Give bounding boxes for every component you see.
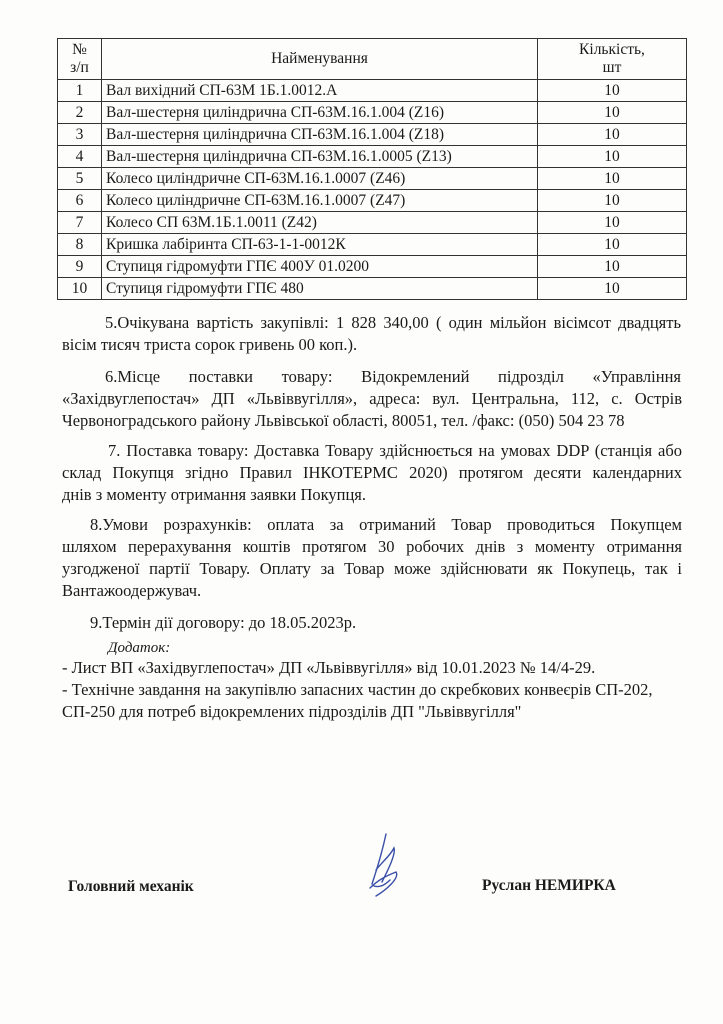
appendix-item-2-line1: - Технічне завдання на закупівлю запасних частин до скребкових конвеєрів СП-202, [62, 680, 653, 699]
row-name: Ступиця гідромуфти ГПЄ 480 [102, 278, 538, 300]
row-number: 2 [58, 102, 102, 124]
table-row [58, 190, 687, 212]
handwritten-signature-icon [356, 826, 416, 904]
header-quantity-line1: Кількість, [579, 41, 645, 58]
row-name: Вал-шестерня циліндрична СП-63М.16.1.0005 (Z13) [102, 146, 538, 168]
header-number-line1: № [72, 41, 87, 58]
header-quantity-line2: шт [602, 59, 622, 76]
table-row [58, 168, 687, 190]
table-row [58, 256, 687, 278]
section-5-line1: 5.Очікувана вартість закупівлі: 1 828 340,00 ( один мільйон вісімсот двадцять [105, 313, 681, 332]
row-quantity: 10 [538, 234, 687, 256]
table-header-row [58, 39, 687, 80]
row-name: Ступиця гідромуфти ГПЄ 400У 01.0200 [102, 256, 538, 278]
row-number: 4 [58, 146, 102, 168]
row-number: 5 [58, 168, 102, 190]
header-quantity [538, 39, 687, 80]
row-name: Кришка лабіринта СП-63-1-1-0012К [102, 234, 538, 256]
table-row [58, 80, 687, 102]
section-6-line2: «Західвуглепостач» ДП «Львіввугілля», адреса: вул. Центральна, 112, с. Острів [62, 389, 682, 408]
section-7-line3: днів з моменту отримання заявки Покупця. [62, 485, 367, 504]
row-quantity: 10 [538, 256, 687, 278]
row-quantity: 10 [538, 278, 687, 300]
section-6-line1: 6.Місце поставки товару: Відокремлений підрозділ «Управління [105, 367, 681, 386]
row-number: 1 [58, 80, 102, 102]
section-8-line3: узгодженої партії Товару. Оплату за Товар може здійснювати як Покупець, так і [62, 559, 682, 578]
row-name: Колесо циліндричне СП-63М.16.1.0007 (Z47) [102, 190, 538, 212]
row-number: 6 [58, 190, 102, 212]
header-number [58, 39, 102, 80]
table-row [58, 146, 687, 168]
row-quantity: 10 [538, 80, 687, 102]
row-number: 3 [58, 124, 102, 146]
table-row [58, 102, 687, 124]
section-8-line1: 8.Умови розрахунків: оплата за отриманий Товар проводиться Покупцем [90, 515, 682, 534]
row-quantity: 10 [538, 102, 687, 124]
section-6-line3: Червоноградського району Львівської області, 80051, тел. /факс: (050) 504 23 78 [62, 411, 625, 430]
signature-position: Головний механік [68, 878, 194, 895]
appendix-item-1: - Лист ВП «Західвуглепостач» ДП «Львіввугілля» від 10.01.2023 № 14/4-29. [62, 658, 596, 677]
row-number: 9 [58, 256, 102, 278]
row-name: Вал-шестерня циліндрична СП-63М.16.1.004 (Z16) [102, 102, 538, 124]
header-name: Найменування [102, 39, 538, 80]
table-row [58, 124, 687, 146]
row-name: Колесо СП 63М.1Б.1.0011 (Z42) [102, 212, 538, 234]
row-number: 10 [58, 278, 102, 300]
section-7-line2: склад Покупця згідно Правил ІНКОТЕРМС 2020) протягом десяти календарних [62, 463, 682, 482]
row-quantity: 10 [538, 146, 687, 168]
table-row [58, 212, 687, 234]
row-quantity: 10 [538, 168, 687, 190]
row-number: 7 [58, 212, 102, 234]
section-8-line4: Вантажоодержувач. [62, 581, 202, 600]
section-8-line2: шляхом перерахування коштів протягом 30 робочих днів з моменту отримання [62, 537, 682, 556]
row-name: Вал-шестерня циліндрична СП-63М.16.1.004 (Z18) [102, 124, 538, 146]
appendix-item-2-line2: СП-250 для потреб відокремлених підрозділів ДП "Львіввугілля" [62, 702, 522, 721]
table-row [58, 278, 687, 300]
appendix-title: Додаток: [108, 640, 171, 656]
row-number: 8 [58, 234, 102, 256]
row-quantity: 10 [538, 124, 687, 146]
section-5-line2: вісім тисяч триста сорок гривень 00 коп.). [62, 335, 358, 354]
section-7-line1: 7. Поставка товару: Доставка Товару здійснюється на умовах DDP (станція або [108, 441, 682, 460]
section-9: 9.Термін дії договору: до 18.05.2023р. [90, 613, 357, 632]
row-quantity: 10 [538, 190, 687, 212]
table-row [58, 234, 687, 256]
row-quantity: 10 [538, 212, 687, 234]
row-name: Колесо циліндричне СП-63М.16.1.0007 (Z46) [102, 168, 538, 190]
row-name: Вал вихідний СП-63М 1Б.1.0012.А [102, 80, 538, 102]
parts-table [57, 38, 687, 300]
signature-name: Руслан НЕМИРКА [482, 877, 616, 894]
header-number-line2: з/п [70, 59, 89, 76]
